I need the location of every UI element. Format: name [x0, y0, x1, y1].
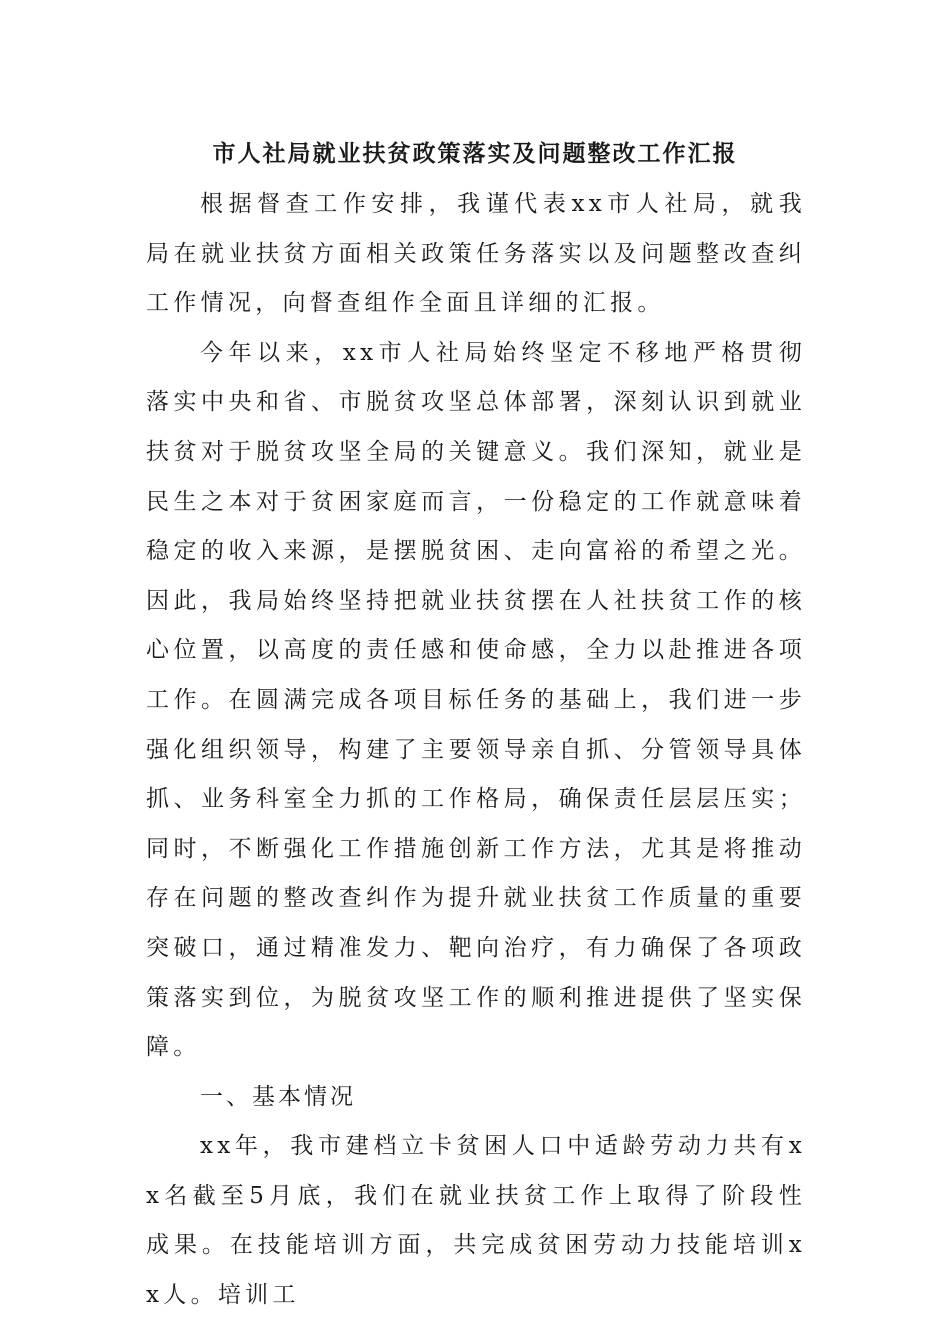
paragraph-basic-situation: xx年，我市建档立卡贫困人口中适龄劳动力共有xx名截至5月底，我们在就业扶贫工作上取得了阶段性成果。在技能培训方面，共完成贫困劳动力技能培训xx人。培训工: [146, 1133, 806, 1309]
document-title: 市人社局就业扶贫政策落实及问题整改工作汇报: [212, 141, 738, 167]
paragraph-overview: 今年以来，xx市人社局始终坚定不移地严格贯彻落实中央和省、市脱贫攻坚总体部署，深刻认识到就业扶贫对于脱贫攻坚全局的关键意义。我们深知，就业是民生之本对于贫困家庭而言，一份稳定的工作就意味着稳定的收入来源，是摆脱贫困、走向富裕的希望之光。因此，我局始终坚持把就业扶贫摆在人社扶贫工作的核心位置，以高度的责任感和使命感，全力以赴推进各项工作。在圆满完成各项目标任务的基础上，我们进一步强化组织领导，构建了主要领导亲自抓、分管领导具体抓、业务科室全力抓的工作格局，确保责任层层压实；同时，不断强化工作措施创新工作方法，尤其是将推动存在问题的整改查纠作为提升就业扶贫工作质量的重要突破口，通过精准发力、靶向治疗，有力确保了各项政策落实到位，为脱贫攻坚工作的顺利推进提供了坚实保障。: [146, 339, 806, 1061]
section-heading-basic-situation: 一、基本情况: [200, 1083, 356, 1110]
paragraph-intro: 根据督查工作安排，我谨代表xx市人社局，就我局在就业扶贫方面相关政策任务落实以及问题整改查纠工作情况，向督查组作全面且详细的汇报。: [146, 191, 806, 317]
document-body: [146, 180, 806, 1321]
